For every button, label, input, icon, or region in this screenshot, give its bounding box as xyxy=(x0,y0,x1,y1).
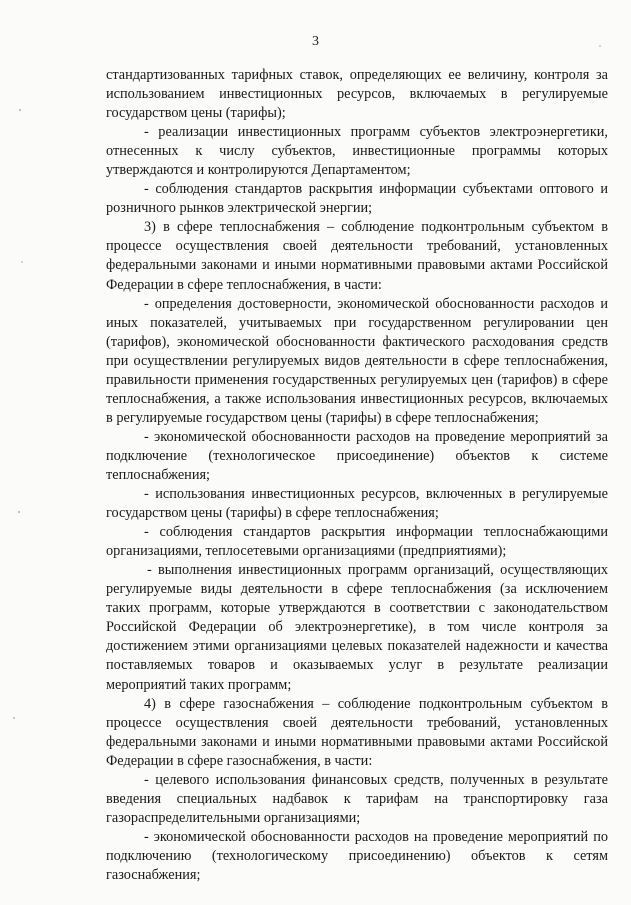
paragraph-section-gas: 4) в сфере газоснабжения – соблюдение подконтрольным субъектом в процессе осуществления своей деятельности требований, установленных федеральными законами и иными нормативными правовыми актами Российской Федерации в сфере газоснабжения, в части: xyxy=(106,695,608,769)
paragraph-item: - соблюдения стандартов раскрытия информации теплоснабжающими организациями, теплосетевыми организациями (предприятиями); xyxy=(106,524,608,560)
page-number: 3 xyxy=(312,34,319,49)
paragraph-item: - целевого использования финансовых средств, полученных в результате введения специальных надбавок к тарифам на транспортировку газа газораспределительными организациями; xyxy=(106,771,608,826)
paragraph-section-heat: 3) в сфере теплоснабжения – соблюдение подконтрольным субъектом в процессе осуществления своей деятельности требований, установленных федеральными законами и иными нормативными правовыми актами Российской Федерации в сфере теплоснабжения, в части: xyxy=(106,219,608,293)
paragraph-item: - выполнения инвестиционных программ организаций, осуществляющих регулируемые виды деятельности в сфере теплоснабжения (за исключением таких программ, которые утверждаются в соответствии с законодательством Российской Федерации об электроэнергетике), в том числе контроля за достижением этими организациями целевых показателей надежности и качества поставляемых товаров и оказываемых услуг в результате реализации мероприятий таких программ; xyxy=(106,562,608,693)
paragraph-item: - экономической обоснованности расходов на проведение мероприятий за подключение (технологическое присоединение) объектов к системе теплоснабжения; xyxy=(106,428,608,483)
paragraph-item: - реализации инвестиционных программ субъектов электроэнергетики, отнесенных к числу субъектов, инвестиционные программы которых утверждаются и контролируются Департаментом; xyxy=(106,124,608,179)
paragraph-item: - экономической обоснованности расходов на проведение мероприятий по подключению (технологическому присоединению) объектов к сетям газоснабжения; xyxy=(106,828,608,883)
paragraph-item: - использования инвестиционных ресурсов, включенных в регулируемые государством цены (тарифы) в сфере теплоснабжения; xyxy=(106,486,608,522)
paragraph-item: - определения достоверности, экономической обоснованности расходов и иных показателей, учитываемых при государственном регулировании цен (тарифов), экономической обоснованности фактического расходования средств при осуществлении регулируемых видов деятельности в сфере теплоснабжения, правильности применения государственных регулируемых цен (тарифов) в сфере теплоснабжения, а также использования инвестиционных ресурсов, включаемых в регулируемые государством цены (тарифы) в сфере теплоснабжения; xyxy=(106,295,608,426)
document-body xyxy=(106,66,608,885)
paragraph-continuation: стандартизованных тарифных ставок, определяющих ее величину, контроля за использованием инвестиционных ресурсов, включаемых в регулируемые государством цены (тарифы); xyxy=(106,67,608,122)
paragraph-item: - соблюдения стандартов раскрытия информации субъектами оптового и розничного рынков электрической энергии; xyxy=(106,181,608,217)
